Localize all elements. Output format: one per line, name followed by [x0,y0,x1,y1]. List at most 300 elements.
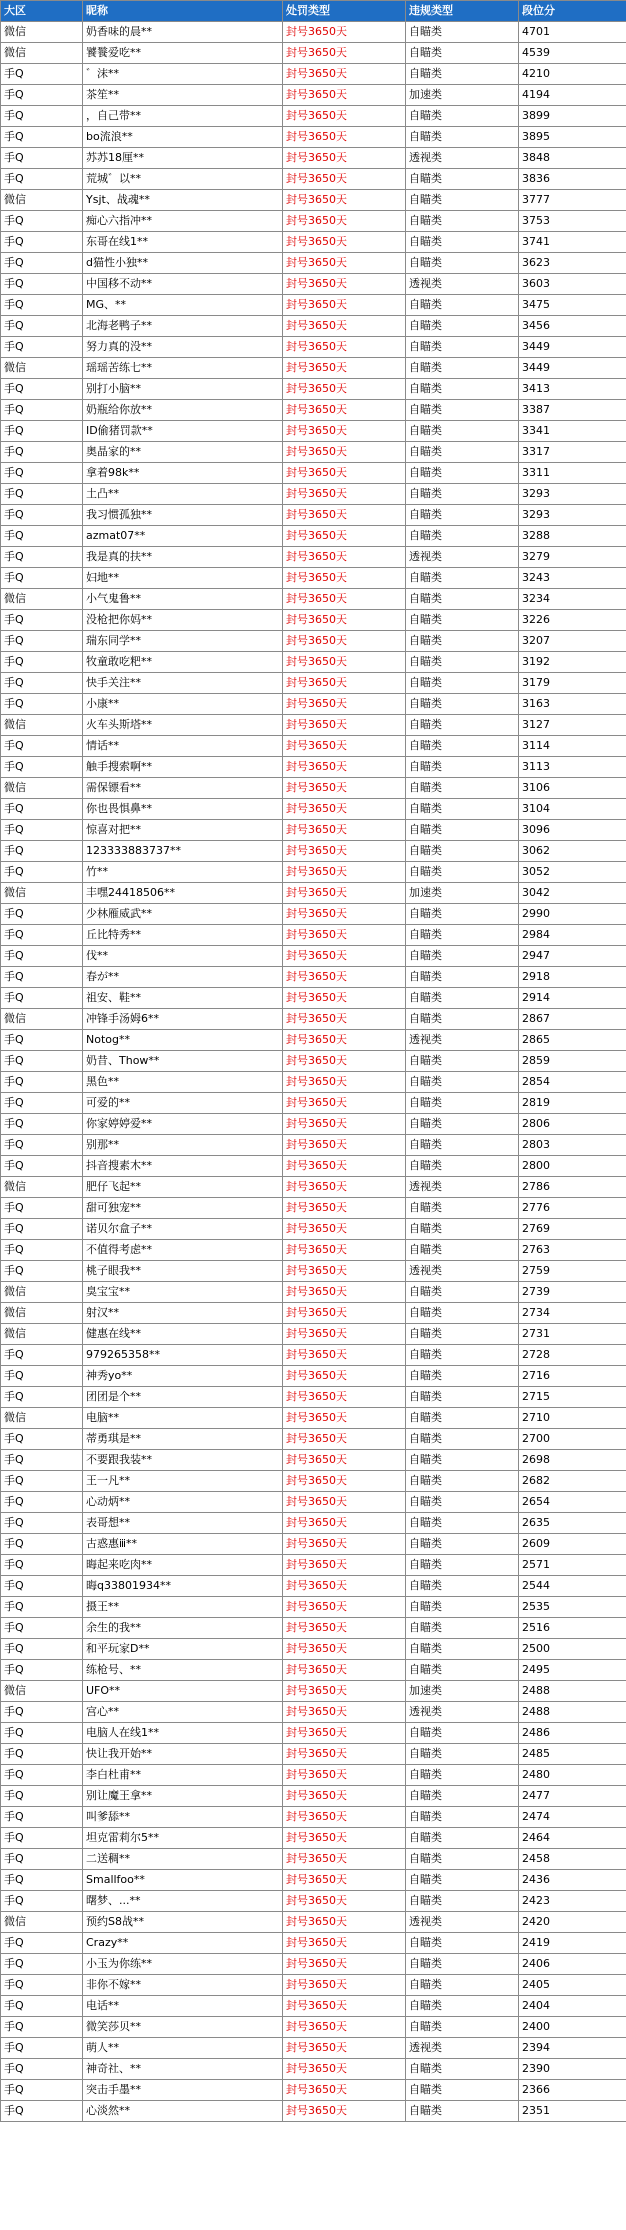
nickname-cell: 痴心六指冲** [83,211,283,232]
nickname-cell: 臭宝宝** [83,1282,283,1303]
penalty-cell: 封号3650天 [283,1429,406,1450]
penalty-cell: 封号3650天 [283,1786,406,1807]
score-cell: 3163 [519,694,626,715]
violation-cell: 透视类 [406,1177,519,1198]
table-row [1,631,626,652]
region-cell: 手Q [1,652,83,673]
region-cell: 手Q [1,1891,83,1912]
penalty-cell: 封号3650天 [283,2038,406,2059]
penalty-cell: 封号3650天 [283,988,406,1009]
region-cell: 手Q [1,253,83,274]
region-cell: 手Q [1,1723,83,1744]
violation-cell: 自瞄类 [406,1135,519,1156]
score-cell: 2495 [519,1660,626,1681]
region-cell: 微信 [1,358,83,379]
nickname-cell: 春が** [83,967,283,988]
score-cell: 3207 [519,631,626,652]
penalty-cell: 封号3650天 [283,1555,406,1576]
violation-cell: 自瞄类 [406,526,519,547]
region-cell: 手Q [1,988,83,1009]
nickname-cell: ，自己带** [83,106,283,127]
violation-cell: 自瞄类 [406,862,519,883]
table-row [1,1114,626,1135]
penalty-cell: 封号3650天 [283,232,406,253]
penalty-cell: 封号3650天 [283,85,406,106]
region-cell: 手Q [1,127,83,148]
penalty-cell: 封号3650天 [283,967,406,988]
table-row [1,463,626,484]
penalty-cell: 封号3650天 [283,22,406,43]
nickname-cell: 你家婷婷爱** [83,1114,283,1135]
penalty-cell: 封号3650天 [283,211,406,232]
nickname-cell: 触手搜索啊** [83,757,283,778]
violation-cell: 自瞄类 [406,757,519,778]
penalty-cell: 封号3650天 [283,106,406,127]
header-score: 段位分 [519,1,626,22]
score-cell: 4701 [519,22,626,43]
nickname-cell: 预约S8战** [83,1912,283,1933]
penalty-cell: 封号3650天 [283,148,406,169]
score-cell: 3449 [519,358,626,379]
table-row [1,43,626,64]
table-row [1,967,626,988]
region-cell: 手Q [1,1702,83,1723]
table-row [1,1219,626,1240]
table-row [1,2017,626,2038]
region-cell: 手Q [1,1996,83,2017]
nickname-cell: 妇地** [83,568,283,589]
score-cell: 3413 [519,379,626,400]
penalty-cell: 封号3650天 [283,1408,406,1429]
violation-cell: 自瞄类 [406,736,519,757]
violation-cell: 自瞄类 [406,925,519,946]
region-cell: 手Q [1,316,83,337]
region-cell: 手Q [1,1597,83,1618]
region-cell: 手Q [1,1030,83,1051]
table-row [1,1660,626,1681]
region-cell: 手Q [1,673,83,694]
violation-cell: 自瞄类 [406,841,519,862]
penalty-cell: 封号3650天 [283,526,406,547]
penalty-cell: 封号3650天 [283,484,406,505]
score-cell: 3062 [519,841,626,862]
violation-cell: 自瞄类 [406,1114,519,1135]
region-cell: 手Q [1,1807,83,1828]
violation-cell: 透视类 [406,2038,519,2059]
score-cell: 2390 [519,2059,626,2080]
region-cell: 手Q [1,1219,83,1240]
violation-cell: 自瞄类 [406,358,519,379]
region-cell: 手Q [1,967,83,988]
table-row [1,1912,626,1933]
score-cell: 2394 [519,2038,626,2059]
table-row [1,190,626,211]
violation-cell: 自瞄类 [406,442,519,463]
region-cell: 手Q [1,2038,83,2059]
table-row [1,2059,626,2080]
nickname-cell: ID偷猪罚款** [83,421,283,442]
violation-cell: 透视类 [406,547,519,568]
penalty-cell: 封号3650天 [283,463,406,484]
nickname-cell: 甜可独宠** [83,1198,283,1219]
table-row [1,1345,626,1366]
violation-cell: 自瞄类 [406,1660,519,1681]
region-cell: 手Q [1,274,83,295]
penalty-cell: 封号3650天 [283,883,406,904]
table-row [1,1933,626,1954]
header-region: 大区 [1,1,83,22]
table-row [1,673,626,694]
score-cell: 2990 [519,904,626,925]
region-cell: 手Q [1,1639,83,1660]
region-cell: 微信 [1,1303,83,1324]
table-row [1,1996,626,2017]
region-cell: 手Q [1,526,83,547]
score-cell: 3293 [519,484,626,505]
violation-cell: 自瞄类 [406,904,519,925]
nickname-cell: 诺贝尔盒子** [83,1219,283,1240]
table-row [1,337,626,358]
score-cell: 2485 [519,1744,626,1765]
nickname-cell: 王一凡** [83,1471,283,1492]
table-row [1,22,626,43]
table-row [1,715,626,736]
nickname-cell: 奶昔、Thow** [83,1051,283,1072]
violation-cell: 自瞄类 [406,232,519,253]
table-row [1,64,626,85]
region-cell: 微信 [1,1681,83,1702]
nickname-cell: 别让魔王拿** [83,1786,283,1807]
table-row [1,358,626,379]
nickname-cell: 电脑人在线1** [83,1723,283,1744]
violation-cell: 自瞄类 [406,106,519,127]
score-cell: 2698 [519,1450,626,1471]
score-cell: 2682 [519,1471,626,1492]
region-cell: 手Q [1,1765,83,1786]
table-row [1,1870,626,1891]
score-cell: 3113 [519,757,626,778]
violation-cell: 自瞄类 [406,22,519,43]
table-row [1,400,626,421]
region-cell: 微信 [1,1324,83,1345]
penalty-cell: 封号3650天 [283,1324,406,1345]
table-row [1,1303,626,1324]
violation-cell: 自瞄类 [406,778,519,799]
penalty-cell: 封号3650天 [283,1723,406,1744]
violation-cell: 透视类 [406,274,519,295]
score-cell: 3192 [519,652,626,673]
penalty-cell: 封号3650天 [283,1996,406,2017]
violation-cell: 自瞄类 [406,631,519,652]
table-row [1,1639,626,1660]
score-cell: 2776 [519,1198,626,1219]
violation-cell: 自瞄类 [406,400,519,421]
table-row [1,1261,626,1282]
nickname-cell: 萌人** [83,2038,283,2059]
nickname-cell: 牧童敢吃粑** [83,652,283,673]
violation-cell: 自瞄类 [406,1345,519,1366]
violation-cell: 自瞄类 [406,2080,519,2101]
penalty-cell: 封号3650天 [283,568,406,589]
violation-cell: 自瞄类 [406,1996,519,2017]
score-cell: 2786 [519,1177,626,1198]
violation-cell: 自瞄类 [406,1387,519,1408]
violation-cell: 加速类 [406,883,519,904]
nickname-cell: 晦起来吃肉** [83,1555,283,1576]
score-cell: 3288 [519,526,626,547]
score-cell: 2867 [519,1009,626,1030]
table-row [1,295,626,316]
score-cell: 2984 [519,925,626,946]
table-row [1,1534,626,1555]
score-cell: 3179 [519,673,626,694]
region-cell: 手Q [1,2101,83,2122]
penalty-cell: 封号3650天 [283,1387,406,1408]
table-row [1,1513,626,1534]
violation-cell: 自瞄类 [406,1408,519,1429]
score-cell: 2731 [519,1324,626,1345]
penalty-cell: 封号3650天 [283,337,406,358]
nickname-cell: 拿着98k** [83,463,283,484]
nickname-cell: 快手关注** [83,673,283,694]
nickname-cell: 坦克雷莉尔5** [83,1828,283,1849]
region-cell: 微信 [1,1177,83,1198]
violation-cell: 自瞄类 [406,715,519,736]
region-cell: 手Q [1,1366,83,1387]
nickname-cell: 李白杜甫** [83,1765,283,1786]
score-cell: 2854 [519,1072,626,1093]
region-cell: 手Q [1,841,83,862]
violation-cell: 自瞄类 [406,484,519,505]
region-cell: 手Q [1,1513,83,1534]
penalty-cell: 封号3650天 [283,1597,406,1618]
score-cell: 2716 [519,1366,626,1387]
table-row [1,841,626,862]
violation-cell: 自瞄类 [406,1240,519,1261]
score-cell: 3052 [519,862,626,883]
nickname-cell: Smallfoo** [83,1870,283,1891]
region-cell: 手Q [1,547,83,568]
score-cell: 2710 [519,1408,626,1429]
score-cell: 2474 [519,1807,626,1828]
nickname-cell: 北海老鸭子** [83,316,283,337]
violation-cell: 加速类 [406,85,519,106]
table-row [1,1702,626,1723]
table-row [1,274,626,295]
violation-cell: 自瞄类 [406,316,519,337]
region-cell: 手Q [1,2080,83,2101]
violation-cell: 自瞄类 [406,1828,519,1849]
score-cell: 2420 [519,1912,626,1933]
penalty-cell: 封号3650天 [283,799,406,820]
region-cell: 手Q [1,232,83,253]
violation-cell: 自瞄类 [406,673,519,694]
region-cell: 手Q [1,64,83,85]
region-cell: 微信 [1,1009,83,1030]
nickname-cell: 肥仔飞起** [83,1177,283,1198]
table-row [1,904,626,925]
nickname-cell: 可爱的** [83,1093,283,1114]
nickname-cell: MG、** [83,295,283,316]
score-cell: 2404 [519,1996,626,2017]
region-cell: 手Q [1,631,83,652]
score-cell: 3895 [519,127,626,148]
region-cell: 手Q [1,904,83,925]
table-row [1,778,626,799]
region-cell: 微信 [1,1912,83,1933]
nickname-cell: 瑶瑶苦练七** [83,358,283,379]
penalty-cell: 封号3650天 [283,1198,406,1219]
penalty-cell: 封号3650天 [283,589,406,610]
penalty-cell: 封号3650天 [283,673,406,694]
penalty-cell: 封号3650天 [283,1072,406,1093]
nickname-cell: 123333883737** [83,841,283,862]
region-cell: 手Q [1,1114,83,1135]
region-cell: 手Q [1,442,83,463]
nickname-cell: 摄王** [83,1597,283,1618]
penalty-cell: 封号3650天 [283,253,406,274]
penalty-cell: 封号3650天 [283,1744,406,1765]
table-row [1,1135,626,1156]
score-cell: 2865 [519,1030,626,1051]
region-cell: 手Q [1,1156,83,1177]
nickname-cell: Notog** [83,1030,283,1051]
table-row [1,883,626,904]
region-cell: 手Q [1,1072,83,1093]
nickname-cell: 电话** [83,1996,283,2017]
penalty-cell: 封号3650天 [283,736,406,757]
violation-cell: 自瞄类 [406,1471,519,1492]
nickname-cell: 余生的我** [83,1618,283,1639]
score-cell: 2715 [519,1387,626,1408]
violation-cell: 自瞄类 [406,1954,519,1975]
region-cell: 手Q [1,1093,83,1114]
nickname-cell: 努力真的没** [83,337,283,358]
penalty-cell: 封号3650天 [283,1261,406,1282]
score-cell: 3603 [519,274,626,295]
score-cell: 2486 [519,1723,626,1744]
nickname-cell: 奶瓶给你放** [83,400,283,421]
score-cell: 3127 [519,715,626,736]
violation-cell: 自瞄类 [406,2017,519,2038]
penalty-cell: 封号3650天 [283,1975,406,1996]
violation-cell: 自瞄类 [406,1765,519,1786]
violation-cell: 自瞄类 [406,421,519,442]
penalty-cell: 封号3650天 [283,757,406,778]
violation-cell: 透视类 [406,1702,519,1723]
penalty-cell: 封号3650天 [283,442,406,463]
penalty-cell: 封号3650天 [283,652,406,673]
table-row [1,1366,626,1387]
region-cell: 手Q [1,1954,83,1975]
region-cell: 手Q [1,1240,83,1261]
penalty-cell: 封号3650天 [283,379,406,400]
nickname-cell: 冲锋手汤姆6** [83,1009,283,1030]
region-cell: 手Q [1,1198,83,1219]
table-row [1,1828,626,1849]
region-cell: 微信 [1,1408,83,1429]
score-cell: 3104 [519,799,626,820]
violation-cell: 自瞄类 [406,820,519,841]
violation-cell: 自瞄类 [406,295,519,316]
penalty-cell: 封号3650天 [283,2059,406,2080]
table-row [1,1471,626,1492]
score-cell: 2464 [519,1828,626,1849]
table-row [1,610,626,631]
nickname-cell: 苏苏18厘** [83,148,283,169]
penalty-cell: 封号3650天 [283,1681,406,1702]
table-row [1,1954,626,1975]
violation-cell: 自瞄类 [406,2059,519,2080]
table-row [1,1723,626,1744]
violation-cell: 自瞄类 [406,463,519,484]
nickname-cell: 微笑莎贝** [83,2017,283,2038]
violation-cell: 自瞄类 [406,379,519,400]
region-cell: 手Q [1,505,83,526]
nickname-cell: Ysjt、战魂** [83,190,283,211]
region-cell: 微信 [1,589,83,610]
violation-cell: 自瞄类 [406,1513,519,1534]
penalty-cell: 封号3650天 [283,169,406,190]
region-cell: 微信 [1,778,83,799]
violation-cell: 自瞄类 [406,967,519,988]
violation-cell: 加速类 [406,1681,519,1702]
nickname-cell: 团团是个** [83,1387,283,1408]
violation-cell: 自瞄类 [406,1534,519,1555]
violation-cell: 自瞄类 [406,1156,519,1177]
region-cell: 手Q [1,736,83,757]
violation-cell: 自瞄类 [406,1975,519,1996]
nickname-cell: 叫爹舔** [83,1807,283,1828]
score-cell: 2819 [519,1093,626,1114]
score-cell: 2480 [519,1765,626,1786]
score-cell: 4194 [519,85,626,106]
table-row [1,1387,626,1408]
score-cell: 3387 [519,400,626,421]
region-cell: 手Q [1,211,83,232]
penalty-cell: 封号3650天 [283,1765,406,1786]
score-cell: 3243 [519,568,626,589]
violation-cell: 自瞄类 [406,1366,519,1387]
region-cell: 手Q [1,2059,83,2080]
table-row [1,1555,626,1576]
nickname-cell: 晦q33801934** [83,1576,283,1597]
violation-cell: 自瞄类 [406,1303,519,1324]
nickname-cell: bo流浪** [83,127,283,148]
table-row [1,253,626,274]
score-cell: 3753 [519,211,626,232]
violation-cell: 自瞄类 [406,1597,519,1618]
table-row [1,1408,626,1429]
nickname-cell: 茶笙** [83,85,283,106]
table-row [1,211,626,232]
region-cell: 手Q [1,106,83,127]
penalty-cell: 封号3650天 [283,946,406,967]
region-cell: 手Q [1,1492,83,1513]
table-row [1,379,626,400]
score-cell: 3106 [519,778,626,799]
score-cell: 2477 [519,1786,626,1807]
score-cell: 2500 [519,1639,626,1660]
table-row [1,232,626,253]
violation-cell: 自瞄类 [406,1429,519,1450]
penalty-cell: 封号3650天 [283,358,406,379]
nickname-cell: d猫性小独** [83,253,283,274]
table-row [1,106,626,127]
penalty-cell: 封号3650天 [283,631,406,652]
region-cell: 手Q [1,1051,83,1072]
table-row [1,1282,626,1303]
